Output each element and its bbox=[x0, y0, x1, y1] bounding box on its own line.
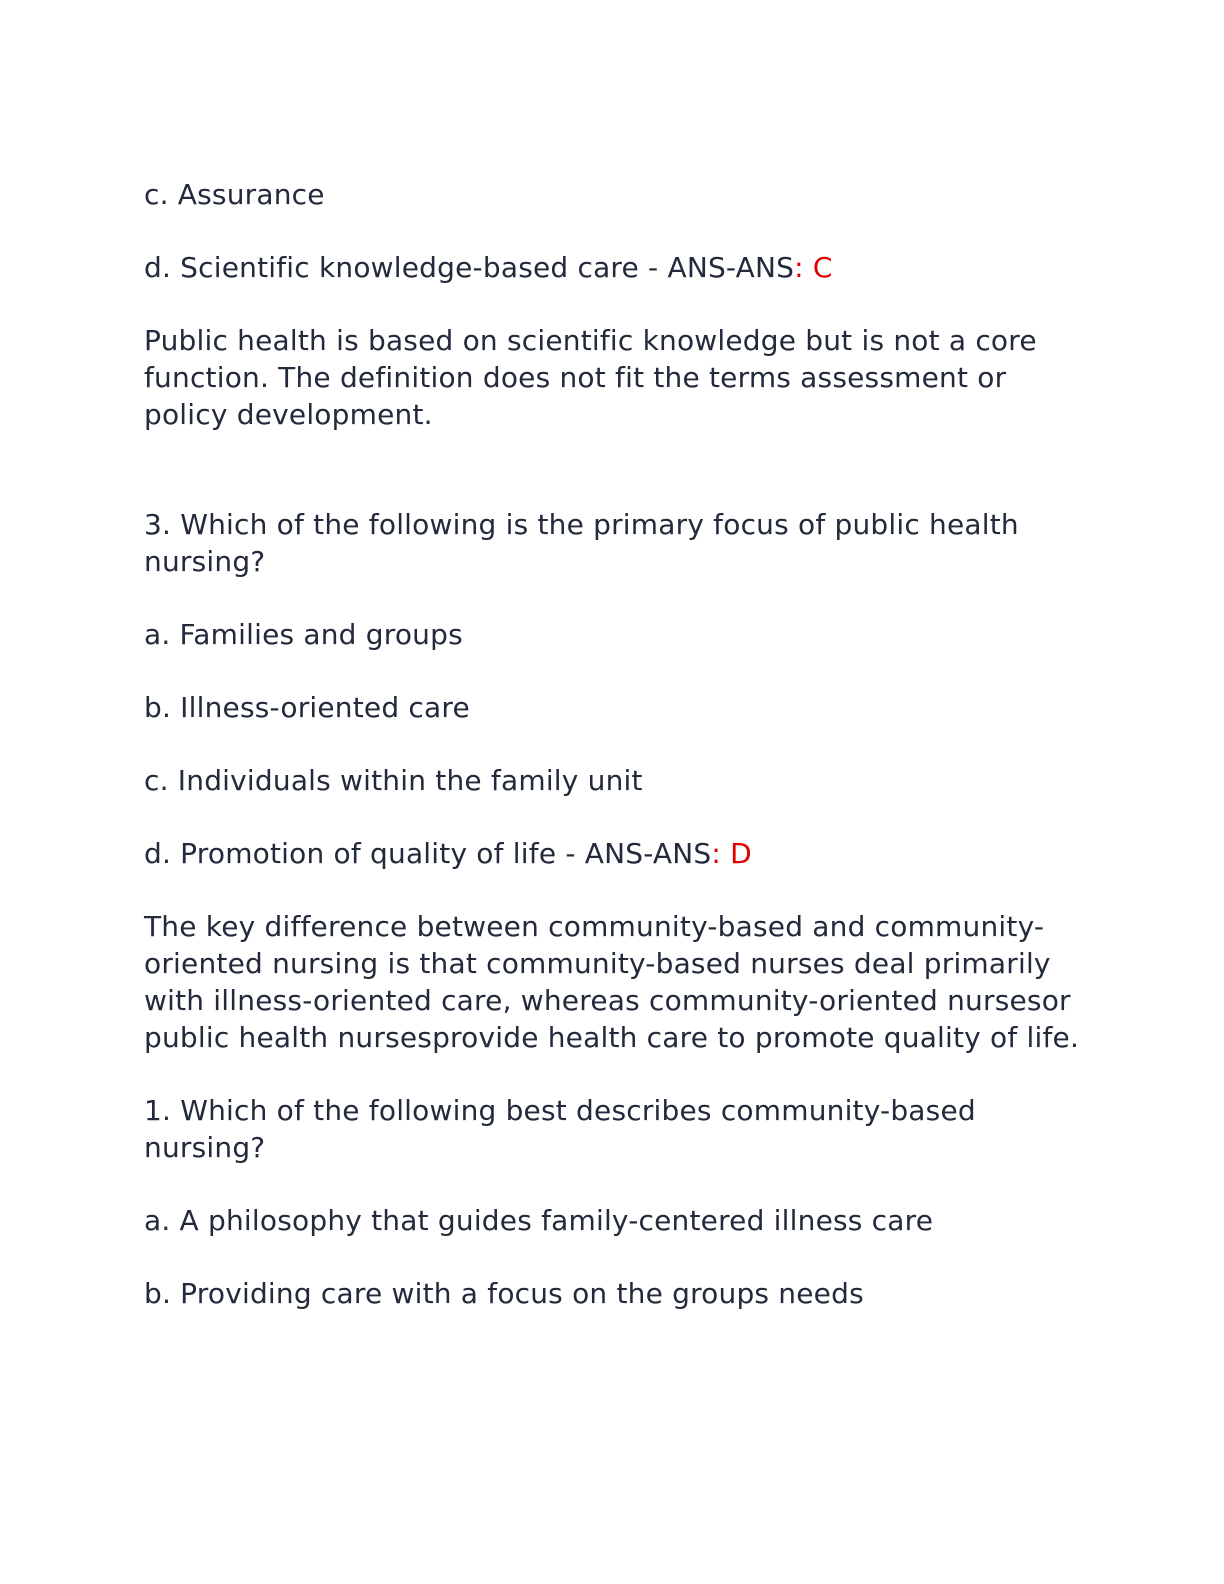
q3-option-d bbox=[144, 835, 1084, 872]
q3-question: 3. Which of the following is the primary focus of public health nursing? bbox=[144, 508, 1019, 578]
q2-answer-separator: : bbox=[794, 251, 813, 284]
q3-rationale: The key difference between community-based and community-oriented nursing is that community-based nurses deal primarily with illness-oriented care, whereas community-oriented nursesor public health nursesprovide health care to promote quality of life. bbox=[144, 910, 1080, 1054]
q3-option-a: a. Families and groups bbox=[144, 618, 463, 651]
document-content bbox=[144, 176, 1084, 1348]
q3-answer-separator: : bbox=[711, 837, 731, 870]
q2-rationale: Public health is based on scientific knowledge but is not a core function. The definition does not fit the terms assessment or policy development. bbox=[144, 324, 1037, 431]
q3-answer: D bbox=[730, 837, 752, 870]
q2-option-d bbox=[144, 249, 1084, 286]
q3-option-b: b. Illness-oriented care bbox=[144, 691, 470, 724]
q2-answer: C bbox=[812, 251, 833, 284]
q3-option-d-text: d. Promotion of quality of life - ANS-ANS bbox=[144, 837, 712, 870]
q2-option-d-text: d. Scientific knowledge-based care - ANS-ANS bbox=[144, 251, 795, 284]
q1-question: 1. Which of the following best describes community-based nursing? bbox=[144, 1094, 976, 1164]
q3-option-c: c. Individuals within the family unit bbox=[144, 764, 643, 797]
q1-option-b: b. Providing care with a focus on the groups needs bbox=[144, 1277, 864, 1310]
q2-option-c: c. Assurance bbox=[144, 178, 325, 211]
q1-option-a: a. A philosophy that guides family-centered illness care bbox=[144, 1204, 934, 1237]
